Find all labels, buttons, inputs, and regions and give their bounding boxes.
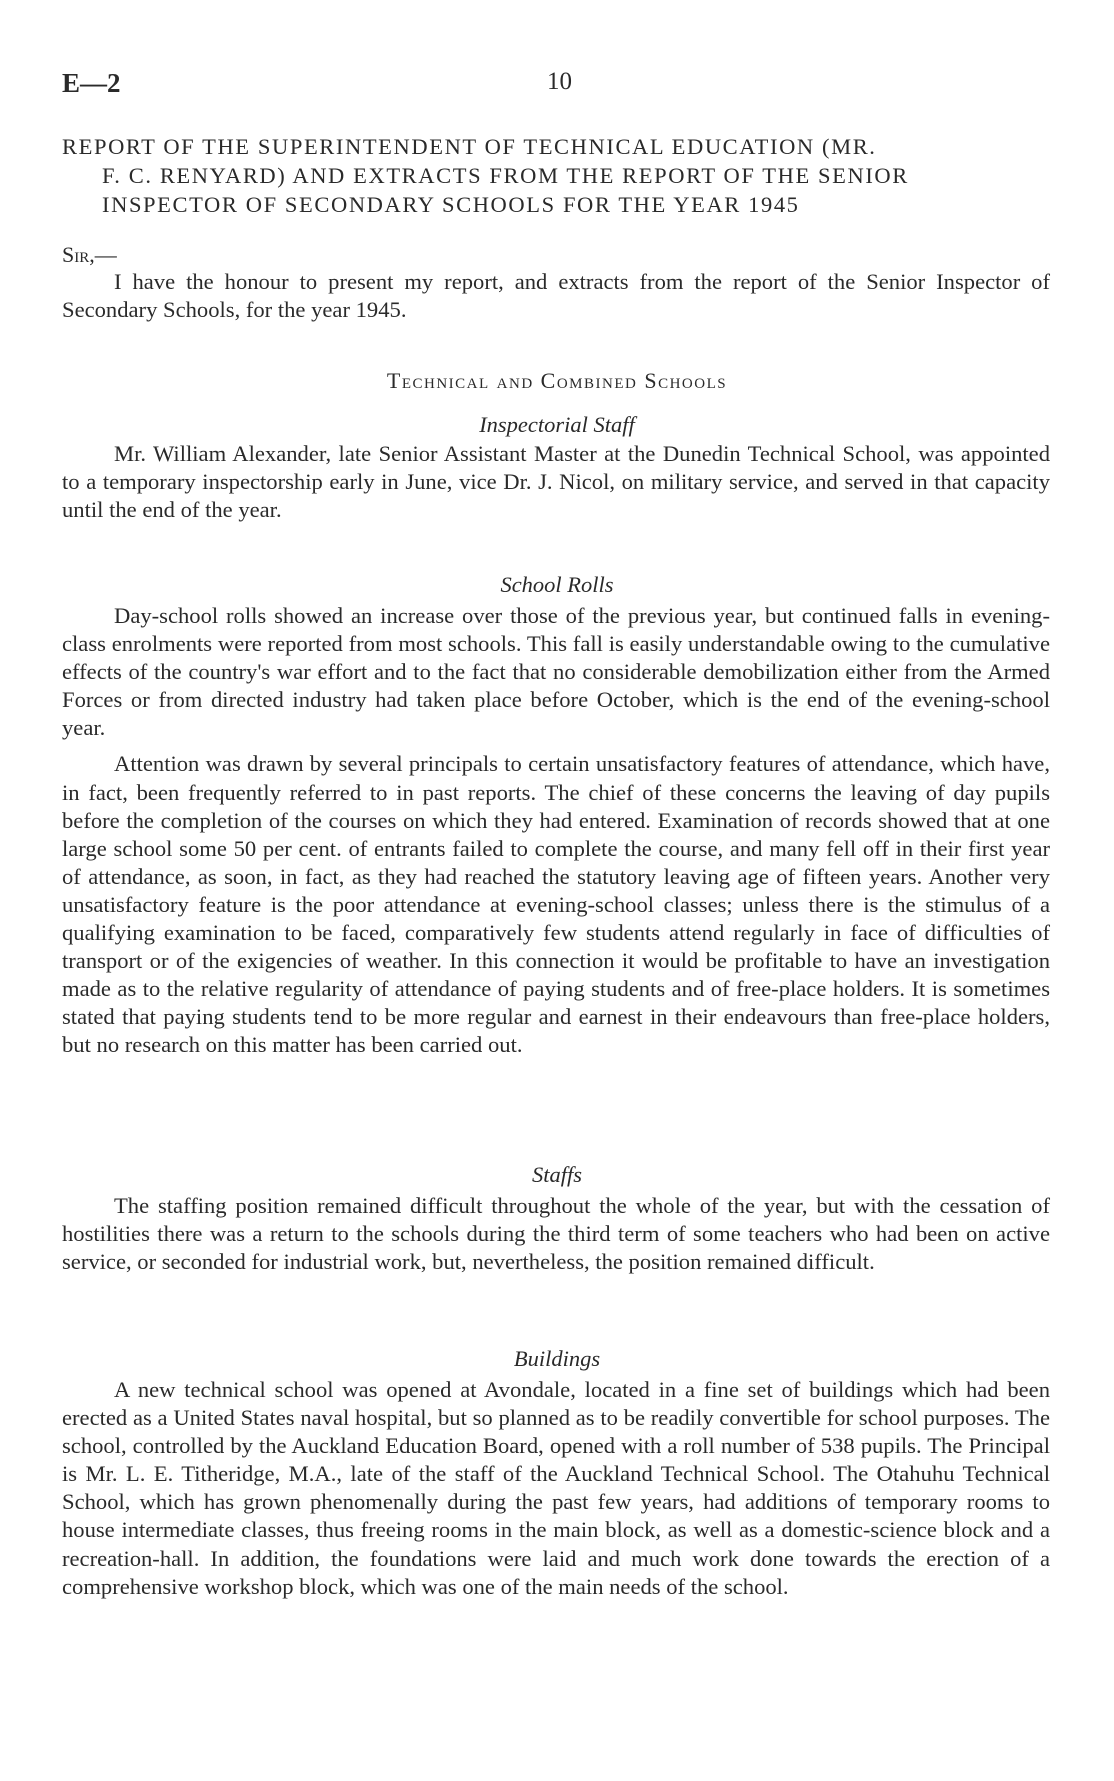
school-rolls-paragraph-2: Attention was drawn by several principals to certain unsatisfactory features of attendance, which have, in fact, been frequently referred to in past reports. The chief of these concerns the leaving of day pupils before the completion of the courses on which they had entered. Examination of records showed that at one large school some 50 per cent. of entrants failed to complete the course, and many fell off in their first year of attendance, as soon, in fact, as they had reached the statutory leaving age of fifteen years. Another very unsatisfactory feature is the poor attendance at evening-school classes; unless there is the stimulus of a qualifying examination to be faced, comparatively few students attend regularly in face of difficulties of transport or of the exigencies of weather. In this connection it would be profitable to have an investigation made as to the relative regularity of attendance of paying students and of free-place holders. It is sometimes stated that paying students tend to be more regular and earnest in their endeavours than free-place holders, but no research on this matter has been carried out.	[62, 751, 1050, 1058]
inspectorial-staff-heading: Inspectorial Staff	[479, 412, 635, 437]
salutation: Sir,—	[62, 242, 117, 267]
school-rolls-heading: School Rolls	[500, 572, 614, 597]
running-header	[62, 68, 1052, 108]
intro-paragraph: I have the honour to present my report, and extracts from the report of the Senior Inspector of Secondary Schools, for the year 1945.	[62, 269, 1050, 323]
intro-block	[62, 268, 1050, 324]
report-title-line-3: INSPECTOR OF SECONDARY SCHOOLS FOR THE YEAR 1945	[102, 192, 800, 217]
school-rolls-paragraph-1: Day-school rolls showed an increase over those of the previous year, but continued falls in evening-class enrolments were reported from most schools. This fall is easily understandable owing to the cumulative effects of the country's war effort and to the fact that no considerable demobilization either from the Armed Forces or from directed industry had taken place before October, which is the end of the evening-school year.	[62, 603, 1050, 741]
staffs-paragraph: The staffing position remained difficult throughout the whole of the year, but with the cessation of hostilities there was a return to the schools during the third term of some teachers who had been on active service, or seconded for industrial work, but, nevertheless, the position remained difficult.	[62, 1193, 1050, 1275]
inspectorial-staff-paragraph: Mr. William Alexander, late Senior Assistant Master at the Dunedin Technical School, was appointed to a temporary inspectorship early in June, vice Dr. J. Nicol, on military service, and served in that capacity until the end of the year.	[62, 441, 1050, 523]
buildings-heading: Buildings	[513, 1346, 601, 1371]
buildings-block	[62, 1376, 1050, 1601]
buildings-paragraph: A new technical school was opened at Avondale, located in a fine set of buildings which had been erected as a United States naval hospital, but so planned as to be readily convertible for school purposes. The school, controlled by the Auckland Education Board, opened with a roll number of 538 pupils. The Principal is Mr. L. E. Titheridge, M.A., late of the staff of the Auckland Technical School. The Otahuhu Technical School, which has grown phenomenally during the past few years, had additions of temporary rooms to house intermediate classes, thus freeing rooms in the main block, as well as a domestic-science block and a recreation-hall. In addition, the foundations were laid and much work done towards the erection of a comprehensive workshop block, which was one of the main needs of the school.	[62, 1377, 1050, 1599]
report-title-line-2: F. C. RENYARD) AND EXTRACTS FROM THE REPORT OF THE SENIOR	[102, 163, 909, 188]
staffs-heading: Staffs	[531, 1162, 582, 1187]
staffs-block	[62, 1192, 1050, 1276]
report-title-line-1: REPORT OF THE SUPERINTENDENT OF TECHNICAL EDUCATION (MR.	[62, 134, 877, 159]
report-title	[62, 132, 1052, 219]
document-reference: E—2	[62, 68, 121, 98]
section-heading: Technical and Combined Schools	[386, 368, 728, 393]
inspectorial-staff-block	[62, 440, 1050, 524]
school-rolls-block	[62, 602, 1050, 1060]
page-number: 10	[547, 68, 572, 95]
